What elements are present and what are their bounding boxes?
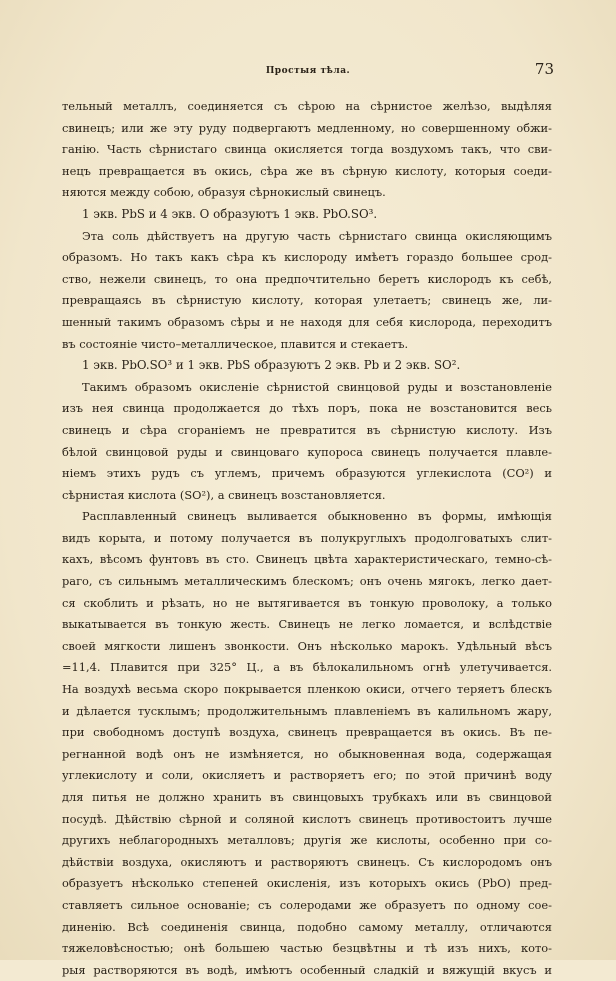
- text-line: свинецъ и сѣра сгораніемъ не превратится въ сѣрнистую кислоту. Изъ: [62, 422, 552, 437]
- text-line: сѣрнистая кислота (SO²), а свинецъ возстановляется.: [62, 487, 386, 502]
- text-line: Такимъ образомъ окисленіе сѣрнистой свинцовой руды и возстановленіе: [82, 379, 552, 394]
- text-line: въ состояніе чисто–металлическое, плавится и стекаетъ.: [62, 336, 409, 351]
- text-line: ся скоблить и рѣзать, но не вытягивается въ тонкую проволоку, а только: [62, 595, 552, 610]
- text-line: бѣлой свинцовой руды и свинцоваго купороса свинецъ получается плавле-: [62, 444, 552, 459]
- text-line: углекислоту и соли, окисляетъ и растворяетъ его; по этой причинѣ воду: [62, 768, 552, 783]
- text-line: Расплавленный свинецъ выливается обыкновенно въ формы, имѣющія: [82, 509, 552, 524]
- text-line: другихъ неблагородныхъ металловъ; другія же кислоты, особенно при со-: [62, 833, 552, 848]
- text-line: няются между собою, образуя сѣрнокислый свинецъ.: [62, 185, 386, 200]
- running-title: Простыя тѣла.: [265, 66, 351, 76]
- text-line: нецъ превращается въ окись, сѣра же въ сѣрную кислоту, которыя соеди-: [62, 163, 552, 178]
- page-header: [62, 60, 554, 82]
- body-text: [62, 96, 552, 981]
- text-line: при свободномъ доступѣ воздуха, свинецъ превращается въ окись. Въ пе-: [62, 725, 552, 740]
- text-line: видъ корыта, и потому получается въ полукруглыхъ продолговатыхъ слит-: [62, 530, 552, 545]
- text-line: дѣйствіи воздуха, окисляютъ и растворяютъ свинецъ. Съ кислородомъ онъ: [62, 854, 552, 869]
- text-line: кахъ, вѣсомъ фунтовъ въ сто. Свинецъ цвѣта характеристическаго, темно-сѣ-: [62, 552, 552, 567]
- text-line: для питья не должно хранить въ свинцовыхъ трубкахъ или въ свинцовой: [62, 790, 552, 804]
- text-line: тяжеловѣсностью; онѣ большею частью безцвѣтны и тѣ изъ нихъ, кото-: [62, 941, 552, 956]
- text-line: выкатывается въ тонкую жесть. Свинецъ не легко ломается, и вслѣдствіе: [62, 617, 552, 632]
- text-line: тельный металлъ, соединяется съ сѣрою на сѣрнистое желѣзо, выдѣляя: [62, 99, 552, 113]
- text-line: своей мягкости лишенъ звонкости. Онъ нѣсколько марокъ. Удѣльный вѣсъ: [62, 638, 552, 653]
- text-line: На воздухѣ весьма скоро покрывается пленкою окиси, отчего теряетъ блескъ: [62, 682, 552, 697]
- text-line: изъ нея свинца продолжается до тѣхъ поръ, пока не возстановится весь: [62, 401, 552, 416]
- text-line: превращаясь въ сѣрнистую кислоту, которая улетаетъ; свинецъ же, ли-: [62, 293, 552, 308]
- equation-line: 1 экв. PbO.SO³ и 1 экв. PbS образуютъ 2 экв. Pb и 2 экв. SO².: [82, 358, 461, 373]
- text-line: ставляетъ сильное основаніе; съ солеродами же образуетъ по одному сое-: [62, 897, 552, 912]
- text-line: =11,4. Плавится при 325° Ц., а въ бѣлокалильномъ огнѣ улетучивается.: [62, 660, 552, 675]
- text-line: свинецъ; или же эту руду подвергаютъ медленному, но совершенному обжи-: [62, 120, 552, 135]
- text-line: диненію. Всѣ соединенія свинца, подобно самому металлу, отличаются: [62, 919, 552, 934]
- text-line: ганію. Часть сѣрнистаго свинца окисляется тогда воздухомъ такъ, что сви-: [62, 142, 552, 157]
- text-line: ство, нежели свинецъ, то она предпочтительно беретъ кислородъ къ себѣ,: [62, 271, 552, 286]
- text-line: ніемъ этихъ рудъ съ углемъ, причемъ образуются углекислота (CO²) и: [62, 466, 552, 481]
- text-line: образуетъ нѣсколько степеней окисленія, изъ которыхъ окись (PbO) пред-: [62, 876, 552, 891]
- text-line: Эта соль дѣйствуетъ на другую часть сѣрнистаго свинца окисляющимъ: [82, 228, 552, 243]
- equation-line: 1 экв. PbS и 4 экв. O образуютъ 1 экв. PbO.SO³.: [82, 206, 378, 221]
- text-line: образомъ. Но такъ какъ сѣра къ кислороду имѣетъ гораздо большее срод-: [62, 250, 552, 265]
- text-line: и дѣлается тусклымъ; продолжительнымъ плавленіемъ въ калильномъ жару,: [62, 703, 552, 718]
- text-line: шенный такимъ образомъ сѣры и не находя для себя кислорода, переходитъ: [62, 314, 552, 329]
- text-line: регнанной водѣ онъ не измѣняется, но обыкновенная вода, содержащая: [62, 746, 552, 761]
- page-number: 73: [534, 60, 554, 78]
- text-line: рыя растворяются въ водѣ, имѣютъ особенный сладкій и вяжущій вкусъ и: [62, 962, 552, 977]
- text-line: посудѣ. Дѣйствію сѣрной и соляной кислотъ свинецъ противостоитъ лучше: [62, 811, 552, 826]
- text-line: раго, съ сильнымъ металлическимъ блескомъ; онъ очень мягокъ, легко дает-: [62, 574, 552, 589]
